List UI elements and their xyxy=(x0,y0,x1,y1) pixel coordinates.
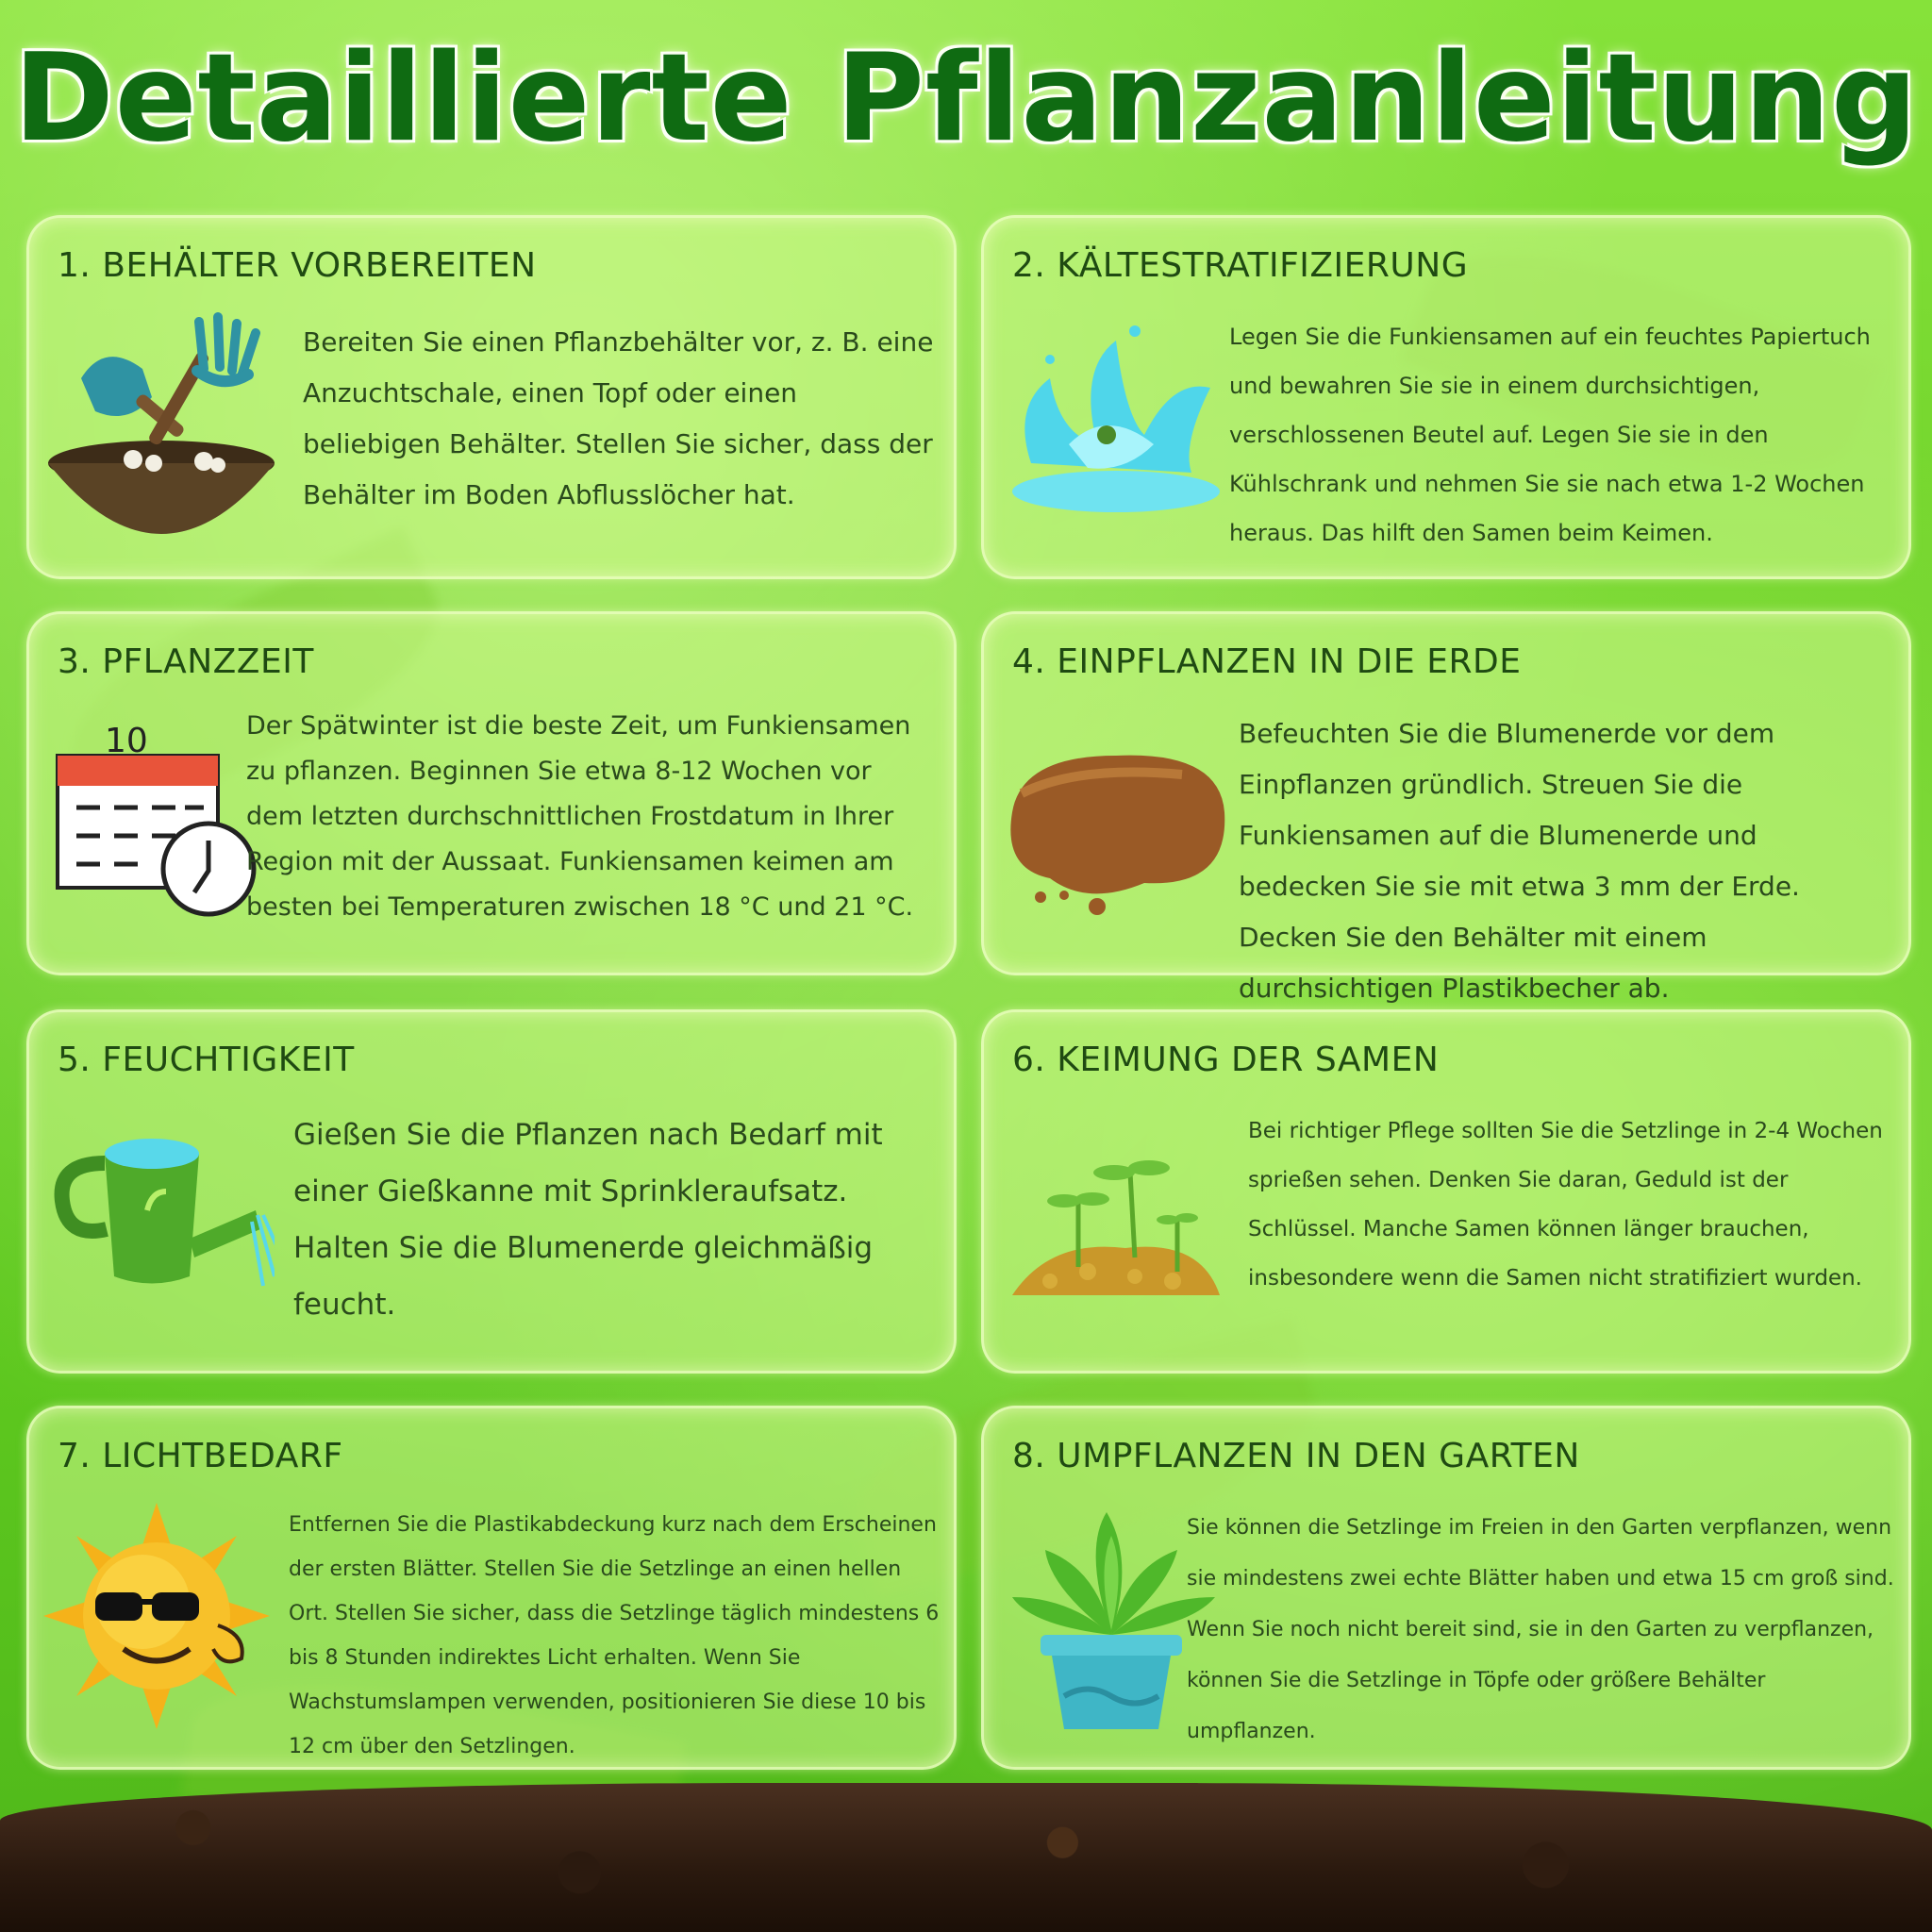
watering-can-icon xyxy=(39,1097,275,1342)
step-title: 5. FEUCHTIGKEIT xyxy=(58,1041,355,1079)
step-title: 3. PFLANZZEIT xyxy=(58,642,314,681)
step-card-8 xyxy=(981,1406,1911,1770)
gardening-tools-icon xyxy=(39,303,275,548)
step-text: Gießen Sie die Pflanzen nach Bedarf mit einer Gießkanne mit Sprinkleraufsatz. Halten Sie die Blumenerde gleichmäßig feucht. xyxy=(293,1118,883,1322)
step-title: 6. KEIMUNG DER SAMEN xyxy=(1012,1041,1440,1079)
sun-sunglasses-icon xyxy=(39,1493,275,1739)
step-card-2 xyxy=(981,215,1911,579)
page-title: Detaillierte Pflanzanleitung xyxy=(13,28,1919,169)
step-title: 1. BEHÄLTER VORBEREITEN xyxy=(58,246,537,285)
seedlings-icon xyxy=(993,1097,1229,1342)
soil-strip xyxy=(0,1783,1932,1932)
step-text: Sie können die Setzlinge im Freien in den Garten verpflanzen, wenn sie mindestens zwei echte Blätter haben und etwa 15 cm groß sind. Wenn Sie noch nicht bereit sind, sie in den Garten zu verpflanzen, können Sie die Setzlinge in Töpfe oder größere Behälter umpflanzen. xyxy=(1187,1516,1894,1743)
step-text: Bei richtiger Pflege sollten Sie die Setzlinge in 2-4 Wochen sprießen sehen. Denken Sie daran, Geduld ist der Schlüssel. Manche Samen können länger brauchen, insbesondere wenn die Samen nicht stratifiziert wurden. xyxy=(1248,1119,1883,1291)
step-title: 7. LICHTBEDARF xyxy=(58,1437,343,1475)
soil-mound-icon xyxy=(993,699,1229,944)
step-title: 2. KÄLTESTRATIFIZIERUNG xyxy=(1012,246,1469,285)
step-text: Bereiten Sie einen Pflanzbehälter vor, z. B. eine Anzuchtschale, einen Topf oder einen beliebigen Behälter. Stellen Sie sicher, dass der Behälter im Boden Abflusslöcher hat. xyxy=(303,326,934,510)
step-text: Der Spätwinter ist die beste Zeit, um Funkiensamen zu pflanzen. Beginnen Sie etwa 8-12 Wochen vor dem letzten durchschnittlichen Frostdatum in Ihrer Region mit der Aussaat. Funkiensamen keimen am besten bei Temperaturen zwischen 18 °C und 21 °C. xyxy=(246,711,914,922)
calendar-number: 10 xyxy=(105,722,148,760)
step-card-7 xyxy=(26,1406,957,1770)
step-title: 4. EINPFLANZEN IN DIE ERDE xyxy=(1012,642,1522,681)
step-card-3 xyxy=(26,611,957,975)
step-card-6 xyxy=(981,1009,1911,1374)
step-card-1 xyxy=(26,215,957,579)
step-text: Legen Sie die Funkiensamen auf ein feuchtes Papiertuch und bewahren Sie sie in einem durchsichtigen, verschlossenen Beutel auf. Legen Sie sie in den Kühlschrank und nehmen Sie sie nach etwa 1-2 Wochen heraus. Das hilft den Samen beim Keimen. xyxy=(1229,324,1871,546)
step-card-5 xyxy=(26,1009,957,1374)
step-text: Befeuchten Sie die Blumenerde vor dem Einpflanzen gründlich. Streuen Sie die Funkiensamen auf die Blumenerde und bedecken Sie sie mit etwa 3 mm der Erde. Decken Sie den Behälter mit einem durchsichtigen Plastikbecher ab. xyxy=(1239,718,1800,1004)
step-text: Entfernen Sie die Plastikabdeckung kurz nach dem Erscheinen der ersten Blätter. Stellen Sie die Setzlinge an einen hellen Ort. Stellen Sie sicher, dass die Setzlinge täglich mindestens 6 bis 8 Stunden indirektes Licht erhalten. Wenn Sie Wachstumslampen verwenden, positionieren Sie diese 10 bis 12 cm über den Setzlingen. xyxy=(289,1513,940,1758)
calendar-clock-icon xyxy=(39,699,275,944)
step-title: 8. UMPFLANZEN IN DEN GARTEN xyxy=(1012,1437,1580,1475)
step-card-4 xyxy=(981,611,1911,1004)
water-splash-icon xyxy=(993,303,1229,548)
